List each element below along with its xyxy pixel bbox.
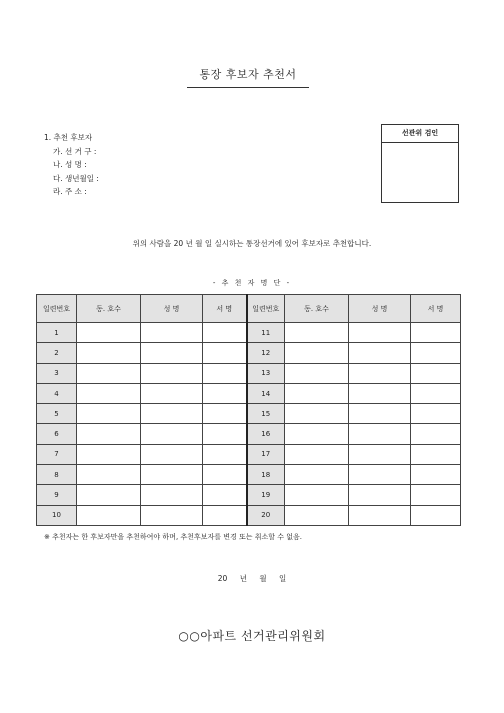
- name-cell: [141, 465, 203, 485]
- unit-cell: [285, 465, 349, 485]
- date-line: 20 년 월 일: [217, 574, 287, 583]
- row-number: 12: [247, 343, 285, 363]
- unit-cell: [77, 424, 141, 444]
- unit-cell: [285, 505, 349, 525]
- table-row: [37, 505, 461, 525]
- unit-cell: [285, 363, 349, 383]
- header-name: 성 명: [141, 295, 203, 323]
- footnote: ※ 추천자는 한 후보자만을 추천하여야 하며, 추천후보자를 변경 또는 취소할 수 없음.: [44, 533, 302, 541]
- row-number: 13: [247, 363, 285, 383]
- signature-cell: [203, 383, 247, 403]
- name-cell: [141, 323, 203, 343]
- row-number: 20: [247, 505, 285, 525]
- unit-cell: [77, 444, 141, 464]
- row-number: 10: [37, 505, 77, 525]
- unit-cell: [77, 505, 141, 525]
- name-cell: [349, 485, 411, 505]
- name-cell: [349, 404, 411, 424]
- name-cell: [141, 383, 203, 403]
- table-row: [37, 343, 461, 363]
- table-row: [37, 323, 461, 343]
- name-cell: [349, 323, 411, 343]
- header-signature: 서 명: [203, 295, 247, 323]
- signature-cell: [203, 424, 247, 444]
- name-cell: [141, 363, 203, 383]
- header-unit: 동. 호수: [77, 295, 141, 323]
- unit-cell: [77, 323, 141, 343]
- document-title: 통장 후보자 추천서: [187, 66, 309, 88]
- signature-cell: [203, 485, 247, 505]
- name-cell: [349, 383, 411, 403]
- recommender-list-title: - 추 천 자 명 단 -: [212, 279, 292, 287]
- name-cell: [349, 444, 411, 464]
- signature-cell: [411, 505, 461, 525]
- header-unit: 동. 호수: [285, 295, 349, 323]
- name-cell: [141, 404, 203, 424]
- field-district: 가. 선 거 구 :: [53, 146, 97, 156]
- unit-cell: [285, 343, 349, 363]
- signature-cell: [411, 465, 461, 485]
- table-row: [37, 444, 461, 464]
- signature-cell: [411, 444, 461, 464]
- name-cell: [349, 363, 411, 383]
- signature-cell: [411, 383, 461, 403]
- row-number: 6: [37, 424, 77, 444]
- table-row: [37, 485, 461, 505]
- row-number: 9: [37, 485, 77, 505]
- row-number: 2: [37, 343, 77, 363]
- row-number: 3: [37, 363, 77, 383]
- row-number: 18: [247, 465, 285, 485]
- unit-cell: [77, 343, 141, 363]
- unit-cell: [285, 485, 349, 505]
- candidate-heading: 1. 추천 후보자: [44, 133, 93, 142]
- row-number: 11: [247, 323, 285, 343]
- signature-cell: [203, 323, 247, 343]
- signature-cell: [411, 485, 461, 505]
- row-number: 4: [37, 383, 77, 403]
- name-cell: [349, 505, 411, 525]
- table-row: [37, 424, 461, 444]
- signature-cell: [203, 363, 247, 383]
- recommendation-statement: 위의 사람을 20 년 월 일 실시하는 통장선거에 있어 후보자로 추천합니다.: [132, 239, 372, 248]
- stamp-box-title: 선관위 검인: [382, 125, 458, 143]
- signature-cell: [203, 404, 247, 424]
- table-row: [37, 465, 461, 485]
- unit-cell: [285, 424, 349, 444]
- row-number: 1: [37, 323, 77, 343]
- unit-cell: [285, 323, 349, 343]
- stamp-box: [381, 124, 459, 203]
- name-cell: [349, 465, 411, 485]
- signature-cell: [203, 343, 247, 363]
- name-cell: [141, 485, 203, 505]
- row-number: 16: [247, 424, 285, 444]
- unit-cell: [77, 363, 141, 383]
- recommender-table: [36, 294, 461, 526]
- unit-cell: [285, 444, 349, 464]
- signature-cell: [203, 444, 247, 464]
- row-number: 8: [37, 465, 77, 485]
- unit-cell: [77, 404, 141, 424]
- row-number: 7: [37, 444, 77, 464]
- header-serial: 일련번호: [247, 295, 285, 323]
- row-number: 19: [247, 485, 285, 505]
- row-number: 15: [247, 404, 285, 424]
- signature-cell: [411, 323, 461, 343]
- table-row: [37, 383, 461, 403]
- name-cell: [141, 424, 203, 444]
- unit-cell: [285, 404, 349, 424]
- signature-cell: [411, 424, 461, 444]
- organization-name: ○○아파트 선거관리위원회: [178, 629, 326, 643]
- unit-cell: [285, 383, 349, 403]
- signature-cell: [411, 343, 461, 363]
- name-cell: [349, 424, 411, 444]
- signature-cell: [203, 505, 247, 525]
- row-number: 14: [247, 383, 285, 403]
- table-header-row: [37, 295, 461, 323]
- header-signature: 서 명: [411, 295, 461, 323]
- row-number: 17: [247, 444, 285, 464]
- field-name: 나. 성 명 :: [53, 160, 87, 169]
- name-cell: [141, 343, 203, 363]
- name-cell: [349, 343, 411, 363]
- row-number: 5: [37, 404, 77, 424]
- candidate-section: [44, 131, 99, 199]
- unit-cell: [77, 485, 141, 505]
- name-cell: [141, 505, 203, 525]
- table-row: [37, 404, 461, 424]
- header-serial: 일련번호: [37, 295, 77, 323]
- signature-cell: [411, 404, 461, 424]
- signature-cell: [203, 465, 247, 485]
- field-birthdate: 다. 생년월일 :: [53, 173, 99, 183]
- field-address: 라. 주 소 :: [53, 187, 87, 196]
- name-cell: [141, 444, 203, 464]
- signature-cell: [411, 363, 461, 383]
- table-row: [37, 363, 461, 383]
- header-name: 성 명: [349, 295, 411, 323]
- unit-cell: [77, 465, 141, 485]
- unit-cell: [77, 383, 141, 403]
